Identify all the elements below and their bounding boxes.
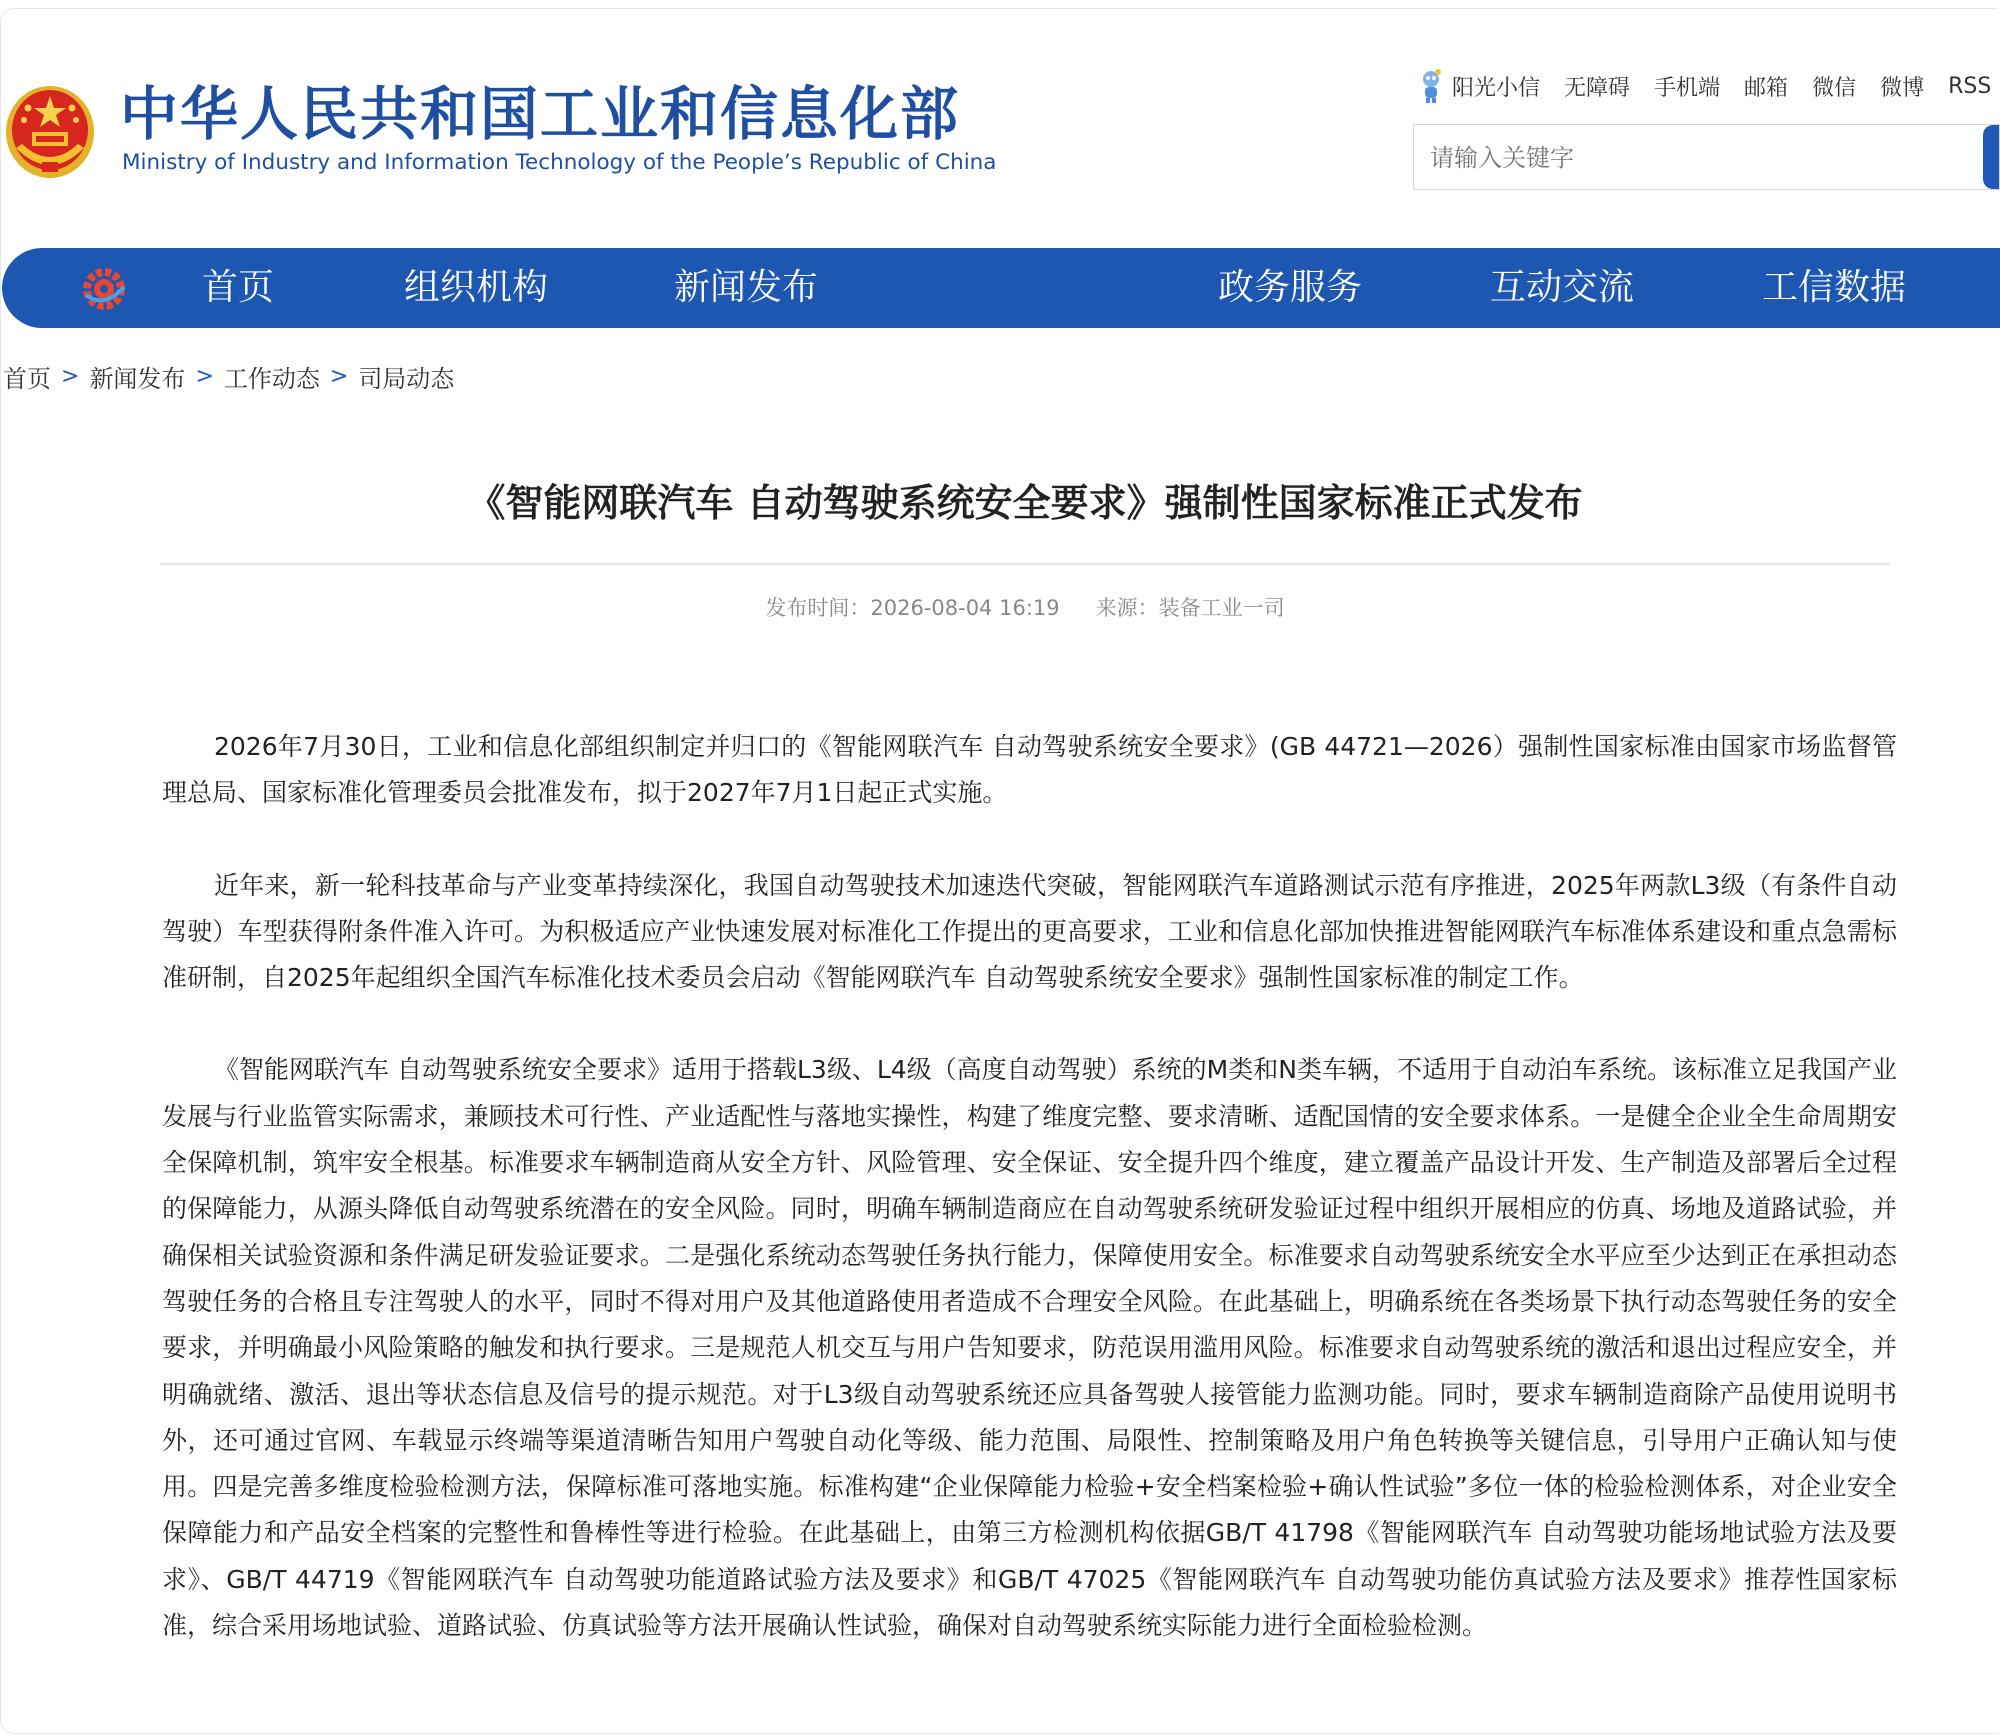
main-nav <box>2 248 2000 328</box>
miit-gear-logo-icon <box>80 265 128 313</box>
breadcrumb <box>3 358 454 394</box>
article-title: 《智能网联汽车 自动驾驶系统安全要求》强制性国家标准正式发布 <box>467 481 1583 525</box>
top-link-rss[interactable]: RSS <box>1948 73 1992 99</box>
title-divider <box>160 563 1890 565</box>
breadcrumb-separator: > <box>61 363 80 389</box>
nav-news[interactable]: 新闻发布 <box>674 267 819 308</box>
top-link-weibo[interactable]: 微博 <box>1880 75 1925 101</box>
breadcrumb-news[interactable]: 新闻发布 <box>89 364 186 393</box>
site-title: 中华人民共和国工业和信息化部 <box>120 80 961 148</box>
nav-organization[interactable]: 组织机构 <box>404 267 549 308</box>
national-emblem-icon <box>2 78 98 182</box>
top-link-mailbox[interactable]: 邮箱 <box>1744 75 1789 101</box>
breadcrumb-home[interactable]: 首页 <box>3 364 51 393</box>
top-link-mobile[interactable]: 手机端 <box>1654 75 1721 101</box>
search-input[interactable] <box>1428 125 1972 191</box>
top-links <box>1418 68 1991 104</box>
nav-government-services[interactable]: 政务服务 <box>1218 267 1363 308</box>
top-link-wechat[interactable]: 微信 <box>1812 75 1857 101</box>
breadcrumb-separator: > <box>195 363 214 389</box>
search-box <box>1413 124 2000 190</box>
top-link-sunshine[interactable] <box>1418 68 1540 104</box>
nav-interaction[interactable]: 互动交流 <box>1490 267 1635 308</box>
article-paragraph: 2026年7月30日，工业和信息化部组织制定并归口的《智能网联汽车 自动驾驶系统安全要求》(GB 44721—2026）强制性国家标准由国家市场监督管理总局、国家标准化管理委员会批准发布，拟于2027年7月1日起正式实施。 <box>162 732 1897 808</box>
breadcrumb-work-updates[interactable]: 工作动态 <box>223 364 320 393</box>
site-title-english: Ministry of Industry and Information Technology of the People’s Republic of China <box>122 150 997 175</box>
article-paragraph: 《智能网联汽车 自动驾驶系统安全要求》适用于搭载L3级、L4级（高度自动驾驶）系统的M类和N类车辆，不适用于自动泊车系统。该标准立足我国产业发展与行业监管实际需求，兼顾技术可行性、产业适配性与落地实操性，构建了维度完整、要求清晰、适配国情的安全要求体系。一是健全企业全生命周期安全保障机制，筑牢安全根基。标准要求车辆制造商从安全方针、风险管理、安全保证、安全提升四个维度，建立覆盖产品设计开发、生产制造及部署后全过程的保障能力，从源头降低自动驾驶系统潜在的安全风险。同时，明确车辆制造商应在自动驾驶系统研发验证过程中组织开展相应的仿真、场地及道路试验，并确保相关试验资源和条件满足研发验证要求。二是强化系统动态驾驶任务执行能力，保障使用安全。标准要求自动驾驶系统安全水平应至少达到正在承担动态驾驶任务的合格且专注驾驶人的水平，同时不得对用户及其他道路使用者造成不合理安全风险。在此基础上，明确系统在各类场景下执行动态驾驶任务的安全要求，并明确最小风险策略的触发和执行要求。三是规范人机交互与用户告知要求，防范误用滥用风险。标准要求自动驾驶系统的激活和退出过程应安全，并明确就绪、激活、退出等状态信息及信号的提示规范。对于L3级自动驾驶系统还应具备驾驶人接管能力监测功能。同时，要求车辆制造商除产品使用说明书外，还可通过官网、车载显示终端等渠道清晰告知用户驾驶自动化等级、能力范围、局限性、控制策略及用户角色转换等关键信息，引导用户正确认知与使用。四是完善多维度检验检测方法，保障标准可落地实施。标准构建“企业保障能力检验+安全档案检验+确认性试验”多位一体的检验检测体系，对企业安全保障能力和产品安全档案的完整性和鲁棒性等进行检验。在此基础上，由第三方检测机构依据GB/T 41798《智能网联汽车 自动驾驶功能场地试验方法及要求》、GB/T 44719《智能网联汽车 自动驾驶功能道路试验方法及要求》和GB/T 47025《智能网联汽车 自动驾驶功能仿真试验方法及要求》推荐性国家标准，综合采用场地试验、道路试验、仿真试验等方法开展确认性试验，确保对自动驾驶系统实际能力进行全面检验检测。 <box>162 1055 1897 1641</box>
publish-time: 发布时间：2026-08-04 16:19 <box>765 596 1060 620</box>
article-source: 来源：装备工业一司 <box>1095 596 1285 620</box>
mascot-icon <box>1418 68 1444 104</box>
nav-data[interactable]: 工信数据 <box>1762 267 1907 308</box>
top-link-label: 阳光小信 <box>1452 75 1541 101</box>
article-paragraph: 近年来，新一轮科技革命与产业变革持续深化，我国自动驾驶技术加速迭代突破，智能网联汽车道路测试示范有序推进，2025年两款L3级（有条件自动驾驶）车型获得附条件准入许可。为积极适应产业快速发展对标准化工作提出的更高要求，工业和信息化部加快推进智能网联汽车标准体系建设和重点急需标准研制，自2025年起组织全国汽车标准化技术委员会启动《智能网联汽车 自动驾驶系统安全要求》强制性国家标准的制定工作。 <box>162 870 1897 993</box>
breadcrumb-separator: > <box>329 363 349 389</box>
article-body <box>162 724 1897 1695</box>
nav-home[interactable]: 首页 <box>202 267 275 308</box>
breadcrumb-department-updates[interactable]: 司局动态 <box>358 364 455 393</box>
top-link-accessibility[interactable]: 无障碍 <box>1564 75 1631 101</box>
search-button[interactable] <box>1983 125 1999 189</box>
article-meta <box>160 592 1890 624</box>
